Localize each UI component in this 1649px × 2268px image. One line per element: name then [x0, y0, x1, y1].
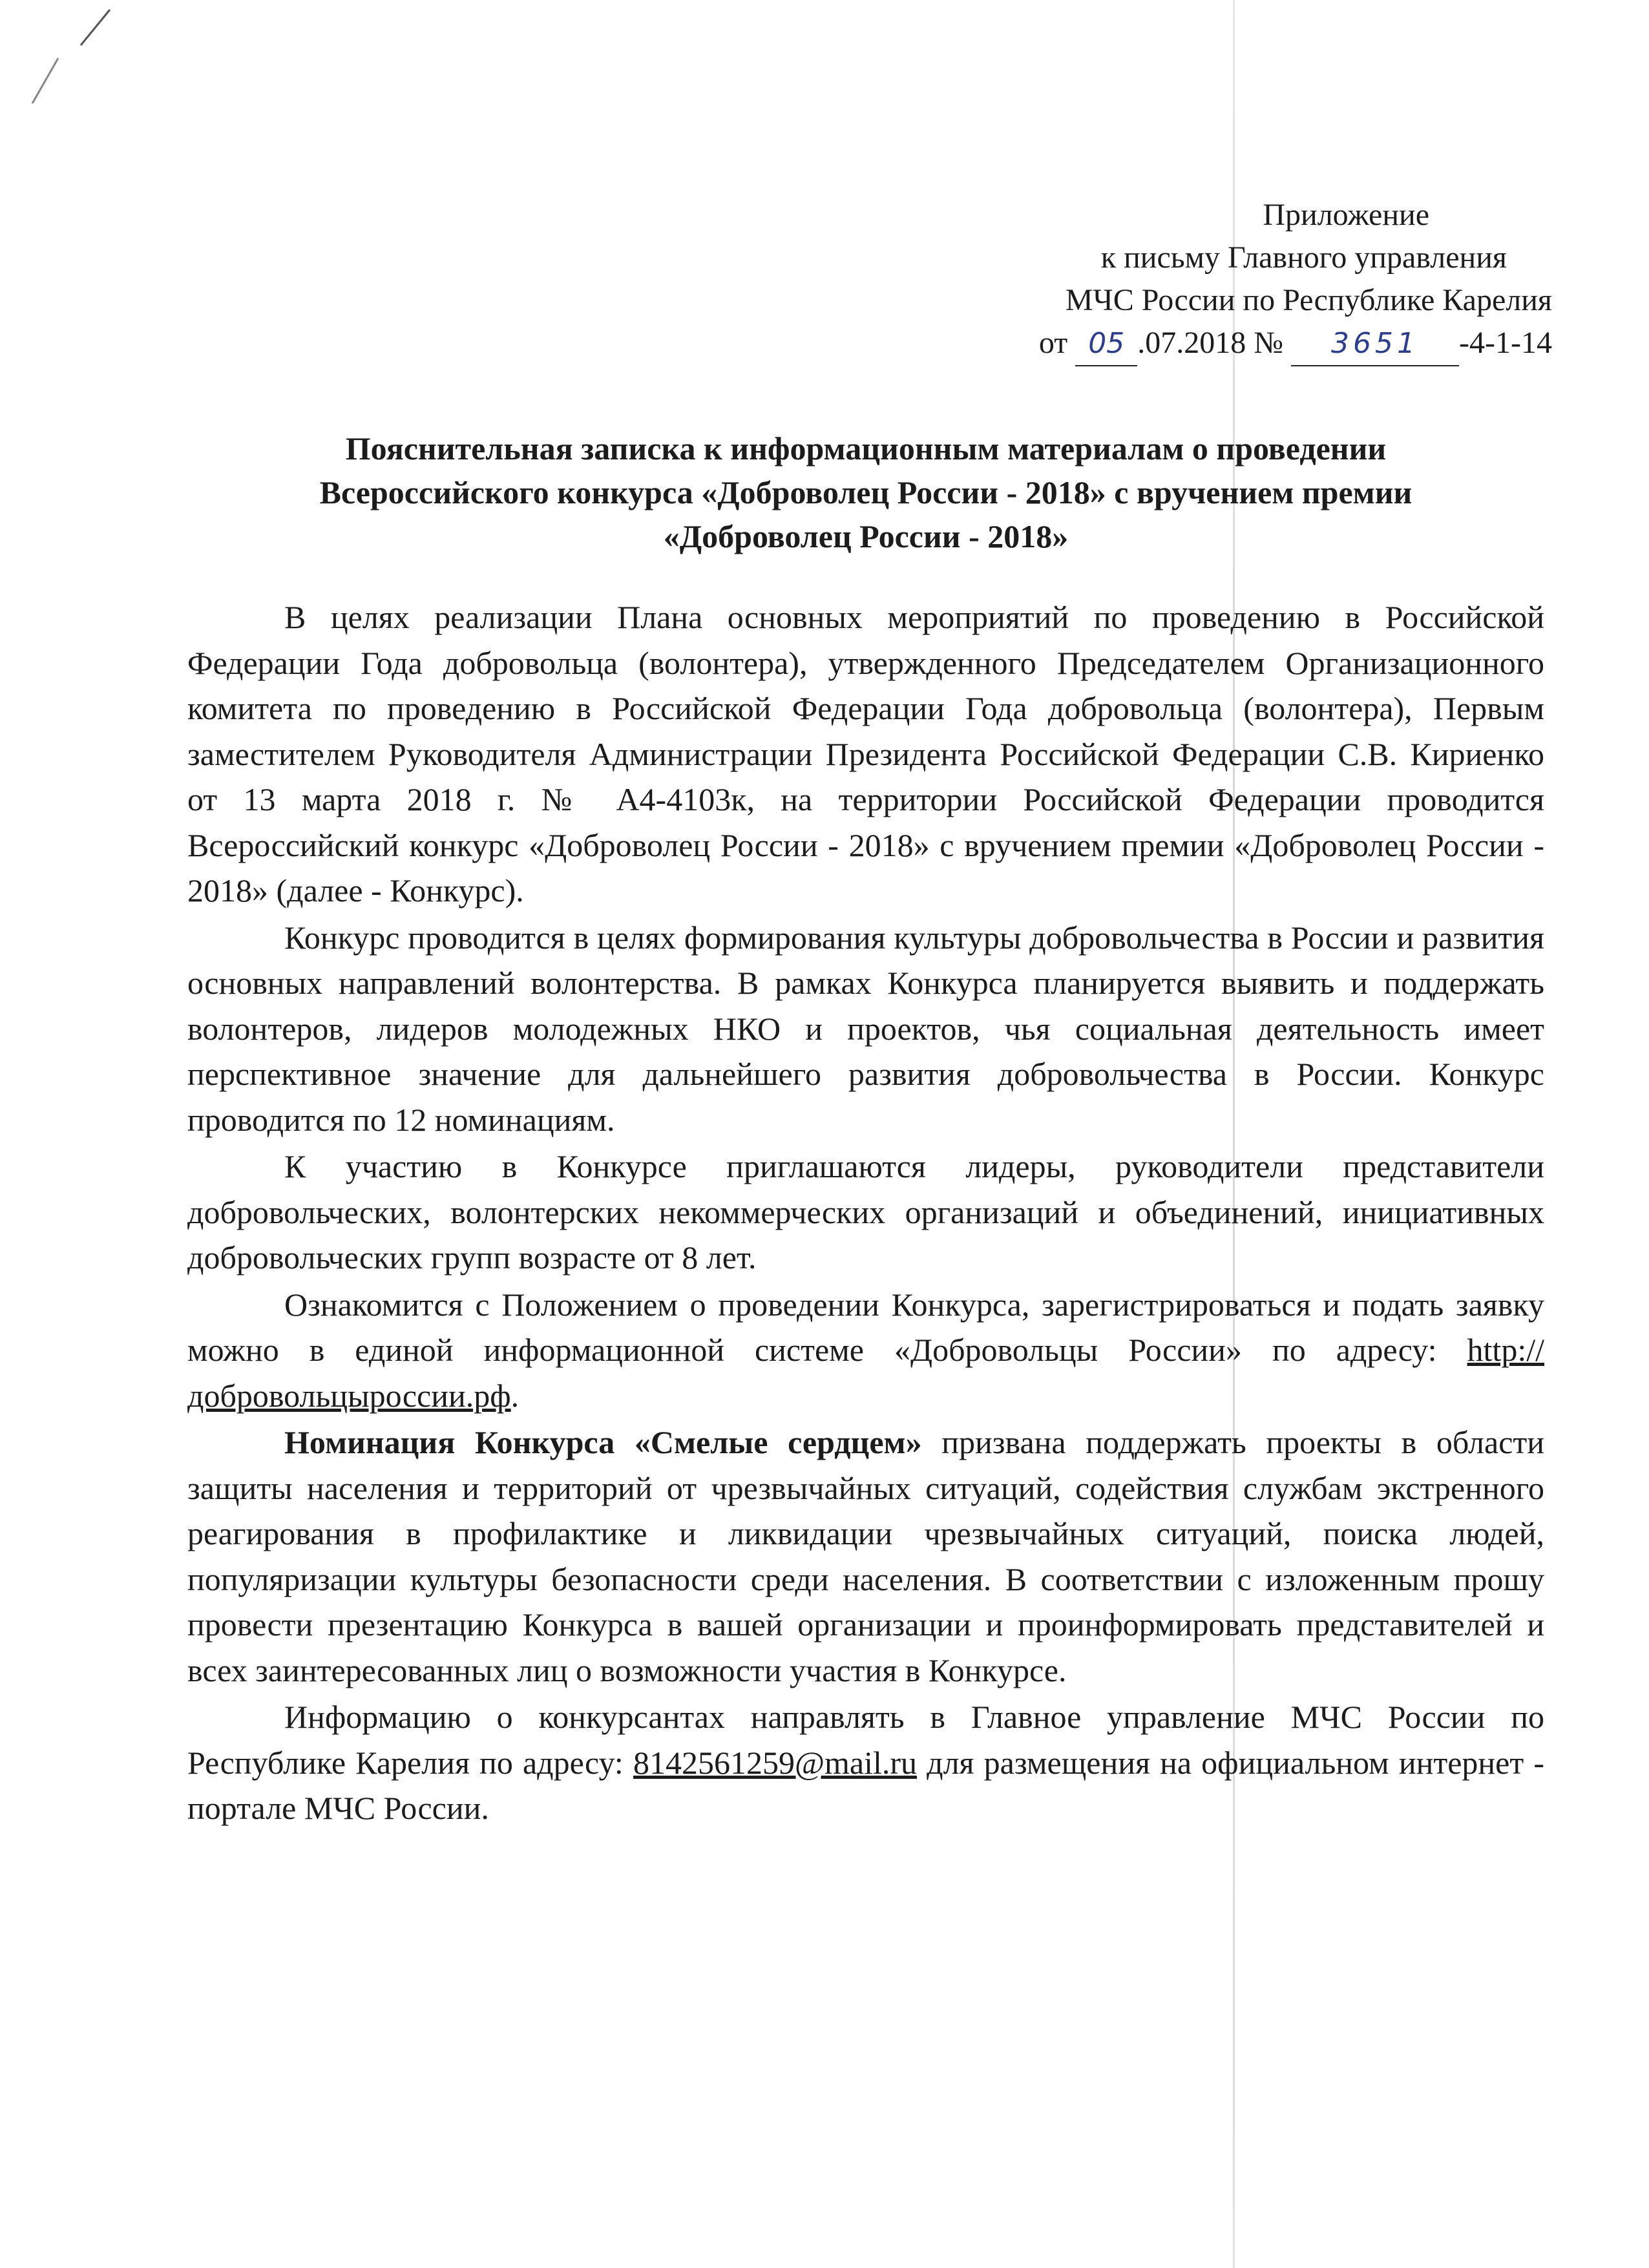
date-prefix: от: [1038, 326, 1068, 360]
paragraph-6-text: Информацию о конкурсантах направлять в Главное управление МЧС России по Республике Карелия по адресу:: [187, 1699, 1544, 1781]
header-line-2: к письму Главного управления: [1100, 240, 1507, 275]
scan-mark-corner: [19, 6, 116, 110]
document-title: [194, 426, 1538, 558]
paragraph-5: [187, 1420, 1544, 1693]
paragraph-4-text: Ознакомится с Положением о проведении Конкурса, зарегистрироваться и подать заявку можно в единой информационной системе «Добровольцы России» по адресу:: [187, 1286, 1544, 1368]
title-line-2: Всероссийского конкурса «Доброволец России - 2018» с вручением премии: [319, 474, 1413, 510]
email-link[interactable]: 8142561259@mail.ru: [633, 1744, 918, 1781]
handwritten-doc-number: 3651: [1291, 322, 1459, 366]
doc-number-suffix: -4-1-14: [1459, 326, 1552, 360]
paragraph-6: [187, 1694, 1544, 1831]
attachment-header: [841, 194, 1552, 366]
paragraph-6-end: для размещения на официальном интернет - портале МЧС России.: [187, 1744, 1544, 1826]
paragraph-2: Конкурс проводится в целях формирования культуры добровольчества в России и развития основных направлений волонтерства. В рамках Конкурса планируется выявить и поддержать волонтеров, лидеров молодежных НКО и проектов, чья социальная деятельность имеет перспективное значение для дальнейшего развития добровольчества в России. Конкурс проводится по 12 номинациям.: [187, 919, 1544, 1138]
header-line-1: Приложение: [1263, 198, 1429, 232]
title-line-1: Пояснительная записка к информационным материалам о проведении: [345, 430, 1387, 467]
header-date-line: [841, 322, 1552, 366]
paragraph-4: [187, 1282, 1544, 1419]
title-line-3: «Доброволец России - 2018»: [663, 518, 1069, 554]
handwritten-day: 05: [1075, 322, 1137, 366]
nomination-title: Номинация Конкурса «Смелые сердцем»: [284, 1424, 922, 1460]
document-body: [187, 594, 1544, 1831]
paragraph-3: К участию в Конкурсе приглашаются лидеры, руководители представители добровольческих, волонтерских некоммерческих организаций и объединений, инициативных добровольческих групп возрасте от 8 лет.: [187, 1148, 1544, 1276]
header-line-3: МЧС России по Республике Карелия: [1065, 283, 1552, 317]
website-link[interactable]: http://добровольцыроссии.рф: [187, 1332, 1544, 1414]
paragraph-5-text: призвана поддержать проекты в области защиты населения и территорий от чрезвычайных ситуаций, содействия службам экстренного реагирования в профилактике и ликвидации чрезвычайных ситуаций, поиска людей, популяризации культуры безопасности среди населения. В соответствии с изложенным прошу провести презентацию Конкурса в вашей организации и проинформировать представителей и всех заинтересованных лиц о возможности участия в Конкурсе.: [187, 1424, 1545, 1688]
paragraph-1: В целях реализации Плана основных мероприятий по проведению в Российской Федерации Года добровольца (волонтера), утвержденного Председателем Организационного комитета по проведению в Российской Федерации Года добровольца (волонтера), Первым заместителем Руководителя Администрации Президента Российской Федерации С.В. Кириенко от 13 марта 2018 г. № А4-4103к, на территории Российской Федерации проводится Всероссийский конкурс «Доброволец России - 2018» с вручением премии «Доброволец России - 2018» (далее - Конкурс).: [187, 599, 1544, 908]
date-rest: .07.2018 №: [1137, 326, 1284, 360]
paragraph-4-end: .: [510, 1377, 520, 1414]
